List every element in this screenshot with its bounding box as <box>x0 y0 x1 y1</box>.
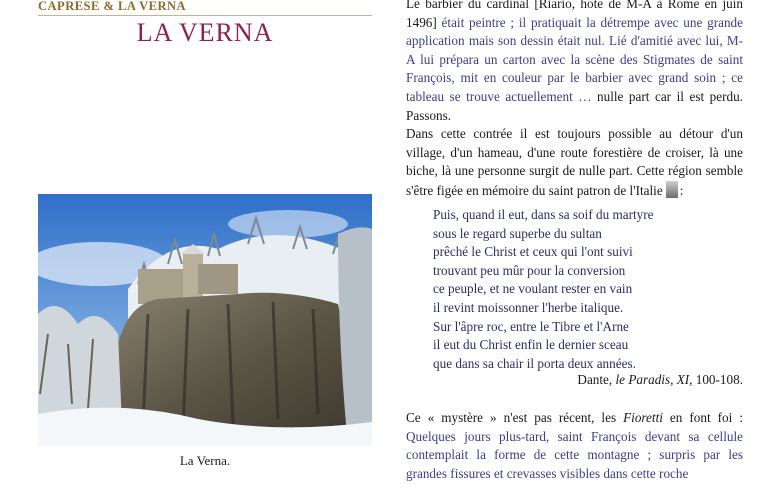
verse-line: trouvant peu mûr pour la conversion <box>433 262 626 278</box>
verse-line: il eut du Christ enfin le dernier sceau <box>433 337 629 353</box>
attribution-lines: 100-108. <box>692 372 743 387</box>
verse-line: que dans sa chair il porta deux années. <box>433 355 636 371</box>
paragraph-3-body: Quelques jours plus-tard, saint François devant sa cellule contemplait la forme de cette montagne ; surpris par les grandes fissures et crevasses visibles dans cette roche <box>406 428 743 481</box>
photo-caption: La Verna. <box>179 453 231 468</box>
attribution-author: Dante, <box>577 372 616 387</box>
verse-block <box>433 206 654 373</box>
paragraph-2 <box>406 125 743 200</box>
paragraph-2-end: : <box>679 182 684 198</box>
paragraph-3 <box>406 409 743 483</box>
running-header: CAPRESE & LA VERNA <box>38 0 187 13</box>
paragraph-3-fioretti: Fioretti <box>623 410 663 425</box>
verse-line: sous le regard superbe du sultan <box>433 225 602 241</box>
paragraph-1-part-a: Le barbier du cardinal [Riario, hôte de M-A à Rome en juin 1496] <box>406 0 743 30</box>
verse-line: Sur l'âpre roc, entre le Tibre et l'Arne <box>433 318 629 334</box>
header-rule <box>38 15 372 16</box>
paragraph-1-part-b: était peintre ; il pratiquait la détrempe avec une grande application mais son dessin était nul. Lié d'amitié avec lui, M-A lui prépara un carton avec la scène des Stigmates de saint François, mit en couleur par le barbier avec grand soin ; ce tableau se trouve actuellement … <box>406 14 743 104</box>
verse-attribution <box>577 372 743 388</box>
paragraph-3-part-a: Ce « mystère » n'est pas récent, les <box>406 410 624 425</box>
verse-line: ce peuple, et ne voulant rester en vain <box>433 281 633 297</box>
paragraph-1 <box>406 0 743 125</box>
portrait-thumbnail <box>666 181 678 198</box>
attribution-work: le Paradis, XI, <box>615 372 693 387</box>
page-title: LA VERNA <box>136 18 274 47</box>
verse-line: Puis, quand il eut, dans sa soif du martyre <box>433 207 654 222</box>
right-page <box>406 0 743 488</box>
la-verna-photo <box>38 194 372 446</box>
left-page <box>0 0 390 488</box>
paragraph-2-text: Dans cette contrée il est toujours possible au détour d'un village, d'un hameau, d'une route forestière de croiser, là une biche, là une personne surgit de nulle part. Cette région semble s'être figée en mémoire du saint patron de l'Italie <box>406 126 743 198</box>
paragraph-3-part-c: en font foi : <box>662 410 743 425</box>
paragraph-1-part-c: nulle part car il est perdu. Passons. <box>406 88 743 123</box>
verse-line: prêché le Christ et ceux qui l'ont suivi <box>433 244 633 260</box>
verse-line: il revint moissonner l'herbe italique. <box>433 299 624 315</box>
